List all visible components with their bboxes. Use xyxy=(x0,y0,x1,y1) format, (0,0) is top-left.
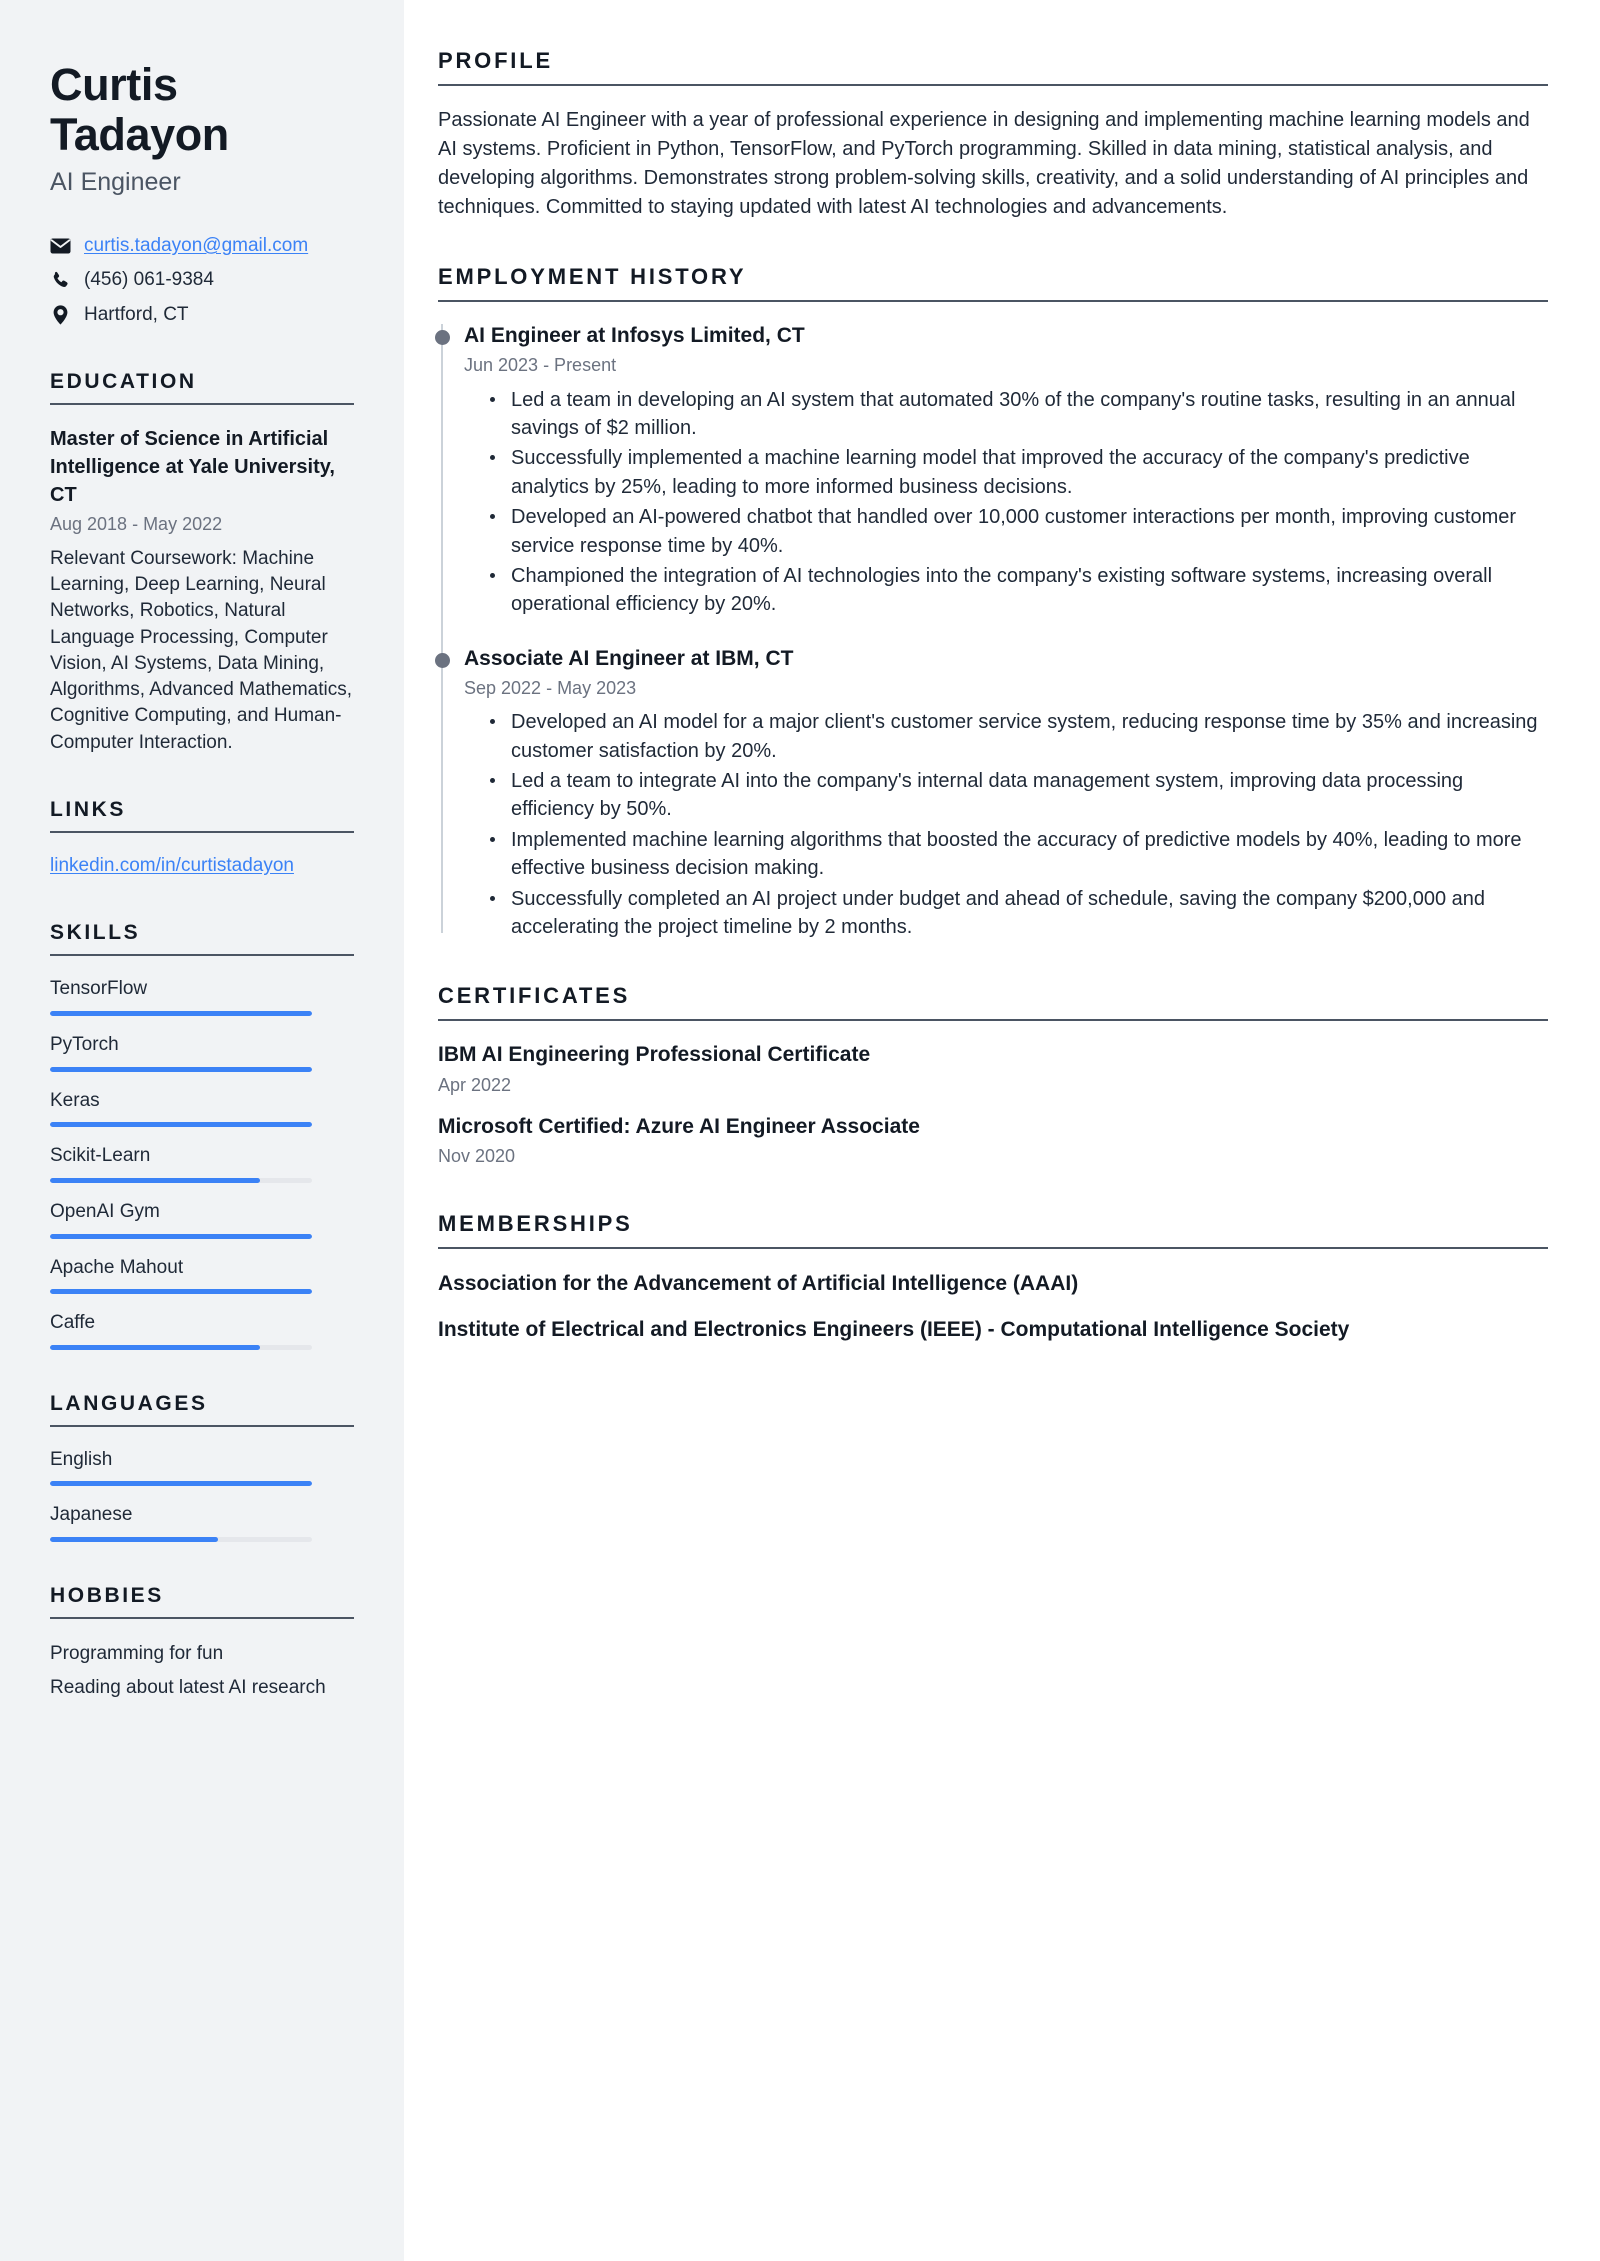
phone-icon xyxy=(50,271,71,290)
links-section xyxy=(50,798,354,880)
job-title: AI Engineer at Infosys Limited, CT xyxy=(464,324,805,347)
email-link[interactable]: curtis.tadayon@gmail.com xyxy=(84,234,309,256)
language-level-fill xyxy=(50,1481,312,1486)
memberships-divider xyxy=(438,1247,1548,1249)
certificate-title: IBM AI Engineering Professional Certificate xyxy=(438,1043,871,1067)
language-level-bar xyxy=(50,1537,312,1542)
hobbies-heading: HOBBIES xyxy=(50,1584,164,1608)
phone-value: (456) 061-9384 xyxy=(84,269,214,291)
skill-item xyxy=(50,1088,354,1128)
employment-timeline xyxy=(438,322,1548,941)
certificate-title: Microsoft Certified: Azure AI Engineer Associate xyxy=(438,1115,920,1139)
hobby-item: Reading about latest AI research xyxy=(50,1676,326,1698)
profile-text: Passionate AI Engineer with a year of professional experience in designing and implementing machine learning models and AI systems. Proficient in Python, TensorFlow, and PyTorch programming. Skilled in data mining, statistical analysis, and developing algorithms. Demonstrates strong problem-solving skills, creativity, and a solid understanding of AI principles and techniques. Committed to staying updated with latest AI technologies and advancements. xyxy=(438,109,1530,218)
language-item xyxy=(50,1447,354,1487)
contact-row-phone xyxy=(50,267,354,293)
memberships-section xyxy=(438,1211,1548,1345)
skill-level-bar xyxy=(50,1067,312,1072)
skill-label: OpenAI Gym xyxy=(50,1200,160,1222)
membership-item: Institute of Electrical and Electronics Engineers (IEEE) - Computational Intelligence Society xyxy=(438,1318,1350,1342)
certificates-section xyxy=(438,983,1548,1168)
skill-label: TensorFlow xyxy=(50,978,148,1000)
skill-level-fill xyxy=(50,1345,260,1350)
job-bullet: Championed the integration of AI technologies into the company's existing software systems, increasing overall operational efficiency by 20%. xyxy=(488,562,1548,619)
timeline-dot-icon xyxy=(435,330,450,345)
skills-heading: SKILLS xyxy=(50,921,141,945)
language-level-bar xyxy=(50,1481,312,1486)
skill-level-bar xyxy=(50,1178,312,1183)
certificate-date: Apr 2022 xyxy=(438,1074,512,1095)
profile-heading: PROFILE xyxy=(438,48,553,73)
skill-level-bar xyxy=(50,1289,312,1294)
skill-level-fill xyxy=(50,1178,260,1183)
skill-level-fill xyxy=(50,1067,312,1072)
skill-item xyxy=(50,1255,354,1295)
skill-level-fill xyxy=(50,1011,312,1016)
certificate-date: Nov 2020 xyxy=(438,1146,516,1167)
timeline-dot-icon xyxy=(435,653,450,668)
links-heading: LINKS xyxy=(50,797,126,821)
job-title: Associate AI Engineer at IBM, CT xyxy=(464,646,794,670)
language-label: Japanese xyxy=(50,1504,133,1526)
job-bullet: Successfully implemented a machine learning model that improved the accuracy of the company's predictive analytics by 25%, leading to more informed business decisions. xyxy=(488,444,1548,501)
job-entry xyxy=(464,322,1548,619)
links-divider xyxy=(50,831,354,833)
certificate-entry xyxy=(438,1113,1548,1169)
skill-item xyxy=(50,1199,354,1239)
certificates-divider xyxy=(438,1019,1548,1021)
main-column xyxy=(404,0,1600,2261)
skills-divider xyxy=(50,954,354,956)
skill-level-fill xyxy=(50,1122,312,1127)
language-item xyxy=(50,1502,354,1542)
candidate-job-title: AI Engineer xyxy=(50,167,181,196)
language-label: English xyxy=(50,1448,113,1470)
languages-section xyxy=(50,1392,354,1542)
education-title: Master of Science in Artificial Intelligence at Yale University, CT xyxy=(50,427,335,506)
skill-level-fill xyxy=(50,1234,312,1239)
skill-label: Scikit-Learn xyxy=(50,1145,151,1167)
certificate-entry xyxy=(438,1041,1548,1097)
linkedin-link[interactable]: linkedin.com/in/curtistadayon xyxy=(50,854,294,876)
certificates-heading: CERTIFICATES xyxy=(438,983,631,1009)
contact-list xyxy=(50,233,354,328)
envelope-icon xyxy=(50,238,71,254)
map-pin-icon xyxy=(50,305,71,325)
membership-item: Association for the Advancement of Artificial Intelligence (AAAI) xyxy=(438,1271,1079,1295)
skill-level-bar xyxy=(50,1011,312,1016)
employment-heading: EMPLOYMENT HISTORY xyxy=(438,264,747,289)
education-divider xyxy=(50,403,354,405)
skill-item xyxy=(50,1310,354,1350)
skills-section xyxy=(50,921,354,1349)
hobbies-section xyxy=(50,1584,354,1702)
job-bullet: Led a team in developing an AI system that automated 30% of the company's routine tasks, resulting in an annual savings of $2 million. xyxy=(488,386,1548,443)
job-bullet: Successfully completed an AI project under budget and ahead of schedule, saving the company $200,000 and accelerating the project timeline by 2 months. xyxy=(488,885,1548,942)
skill-level-bar xyxy=(50,1234,312,1239)
languages-heading: LANGUAGES xyxy=(50,1391,208,1415)
job-bullet-list xyxy=(464,386,1548,619)
language-level-fill xyxy=(50,1537,218,1542)
job-bullet: Developed an AI-powered chatbot that handled over 10,000 customer interactions per month, improving customer service response time by 40%. xyxy=(488,503,1548,560)
education-section xyxy=(50,370,354,756)
skill-item xyxy=(50,1032,354,1072)
hobby-item: Programming for fun xyxy=(50,1643,224,1665)
sidebar xyxy=(0,0,404,2261)
skill-item xyxy=(50,1143,354,1183)
contact-row-location xyxy=(50,302,354,328)
employment-divider xyxy=(438,300,1548,302)
memberships-heading: MEMBERSHIPS xyxy=(438,1210,633,1236)
education-heading: EDUCATION xyxy=(50,369,197,393)
skill-level-bar xyxy=(50,1122,312,1127)
employment-section xyxy=(438,264,1548,941)
job-bullet: Implemented machine learning algorithms that boosted the accuracy of predictive models by 40%, leading to more effective business decision making. xyxy=(488,826,1548,883)
job-date: Jun 2023 - Present xyxy=(464,355,617,376)
skill-label: PyTorch xyxy=(50,1033,119,1055)
education-entry xyxy=(50,425,354,756)
skill-label: Keras xyxy=(50,1089,100,1111)
languages-divider xyxy=(50,1425,354,1427)
skill-item xyxy=(50,976,354,1016)
candidate-name: Curtis Tadayon xyxy=(50,59,229,161)
location-value: Hartford, CT xyxy=(84,304,189,326)
education-description: Relevant Coursework: Machine Learning, Deep Learning, Neural Networks, Robotics, Natural Language Processing, Computer Vision, AI Systems, Data Mining, Algorithms, Advanced Mathematics, Cognitive Computing, and Human-Computer Interaction. xyxy=(50,548,353,753)
skill-label: Caffe xyxy=(50,1312,96,1334)
job-bullet-list xyxy=(464,708,1548,941)
job-entry xyxy=(464,645,1548,942)
profile-divider xyxy=(438,84,1548,86)
skill-level-bar xyxy=(50,1345,312,1350)
skill-label: Apache Mahout xyxy=(50,1256,184,1278)
contact-row-email[interactable] xyxy=(50,233,354,259)
job-date: Sep 2022 - May 2023 xyxy=(464,678,637,699)
job-bullet: Developed an AI model for a major client's customer service system, reducing response time by 35% and increasing customer satisfaction by 20%. xyxy=(488,708,1548,765)
profile-section xyxy=(438,48,1548,222)
education-date: Aug 2018 - May 2022 xyxy=(50,513,223,534)
job-bullet: Led a team to integrate AI into the company's internal data management system, improving data processing efficiency by 50%. xyxy=(488,767,1548,824)
hobbies-divider xyxy=(50,1617,354,1619)
skill-level-fill xyxy=(50,1289,312,1294)
